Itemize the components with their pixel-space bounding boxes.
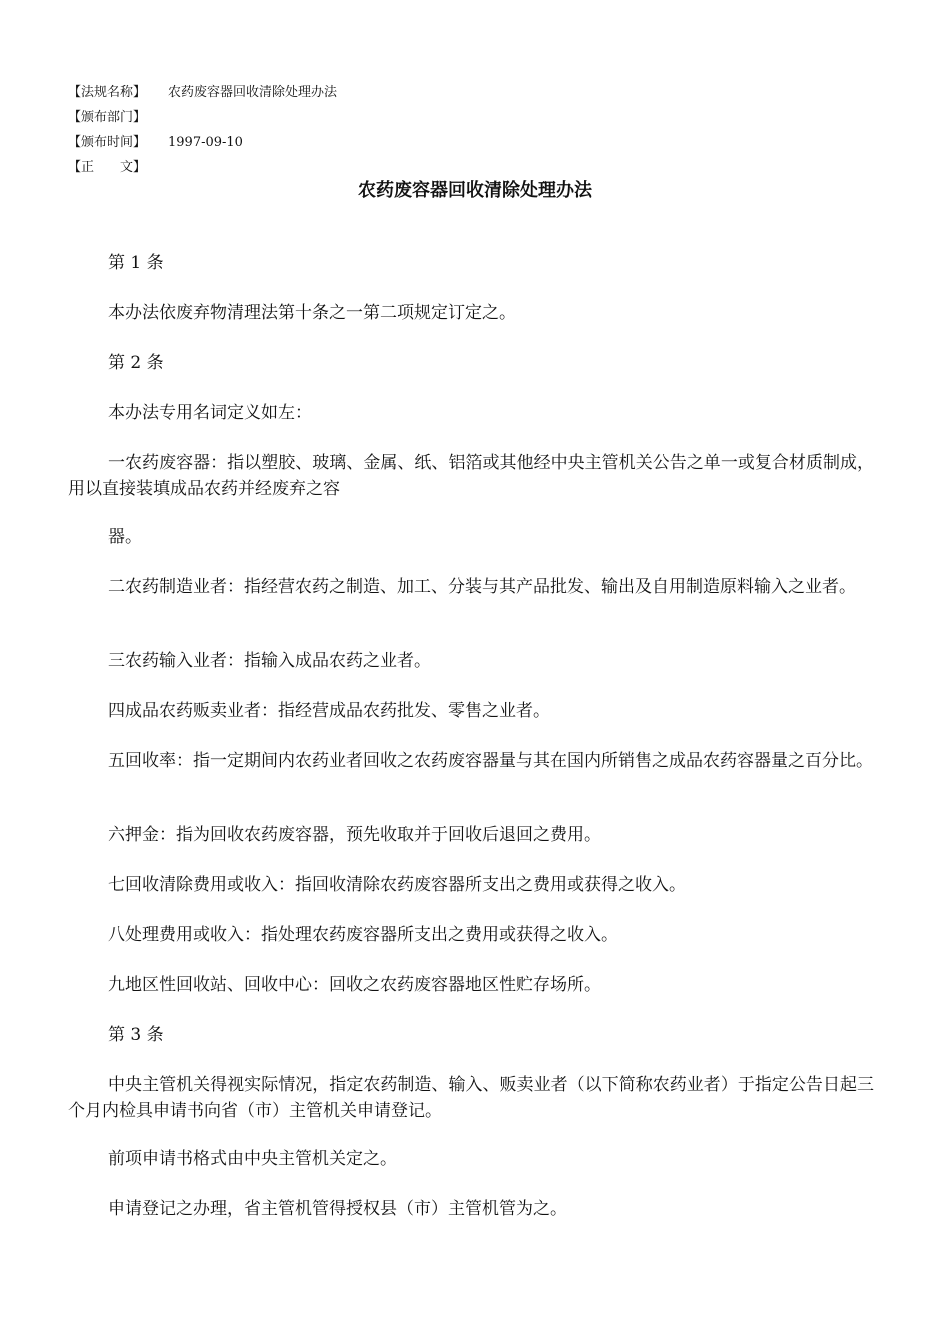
paragraph: 本办法依废弃物清理法第十条之一第二项规定订定之。: [108, 303, 516, 323]
law-name-value: 农药废容器回收清除处理办法: [168, 85, 338, 100]
law-name-label: 【法规名称】: [68, 85, 147, 100]
document-metadata: [68, 80, 337, 180]
date-row: [68, 130, 337, 155]
department-label: 【颁布部门】: [68, 110, 147, 125]
paragraph: 五回收率：指一定期间内农药业者回收之农药废容器量与其在国内所销售之成品农药容器量之百分比。: [108, 751, 873, 771]
paragraph: 本办法专用名词定义如左：: [108, 403, 312, 423]
paragraph: 四成品农药贩卖业者：指经营成品农药批发、零售之业者。: [108, 701, 550, 721]
law-name-row: [68, 80, 337, 105]
paragraph: 七回收清除费用或收入：指回收清除农药废容器所支出之费用或获得之收入。: [108, 875, 686, 895]
department-row: [68, 105, 337, 130]
document-title: 农药废容器回收清除处理办法: [358, 180, 592, 201]
article-heading: 第 1 条: [108, 253, 164, 273]
paragraph: 中央主管机关得视实际情况，指定农药制造、输入、贩卖业者（以下简称农药业者）于指定公告日起三个月内检具申请书向省（市）主管机关申请登记。: [68, 1075, 874, 1121]
date-value: 1997-09-10: [168, 135, 243, 150]
paragraph: 器。: [108, 527, 142, 547]
article-heading: 第 2 条: [108, 353, 164, 373]
text-label: 【正 文】: [68, 160, 147, 175]
paragraph: 六押金：指为回收农药废容器，预先收取并于回收后退回之费用。: [108, 825, 601, 845]
paragraph: 八处理费用或收入：指处理农药废容器所支出之费用或获得之收入。: [108, 925, 618, 945]
paragraph: 二农药制造业者：指经营农药之制造、加工、分装与其产品批发、输出及自用制造原料输入之业者。: [108, 577, 856, 597]
date-label: 【颁布时间】: [68, 135, 147, 150]
paragraph: 九地区性回收站、回收中心：回收之农药废容器地区性贮存场所。: [108, 975, 601, 995]
paragraph: 一农药废容器：指以塑胶、玻璃、金属、纸、铝箔或其他经中央主管机关公告之单一或复合材质制成，用以直接装填成品农药并经废弃之容: [68, 453, 874, 499]
paragraph: 前项申请书格式由中央主管机关定之。: [108, 1149, 397, 1169]
paragraph: 申请登记之办理，省主管机管得授权县（市）主管机管为之。: [108, 1199, 567, 1219]
article-heading: 第 3 条: [108, 1025, 164, 1045]
paragraph: 三农药输入业者：指输入成品农药之业者。: [108, 651, 431, 671]
